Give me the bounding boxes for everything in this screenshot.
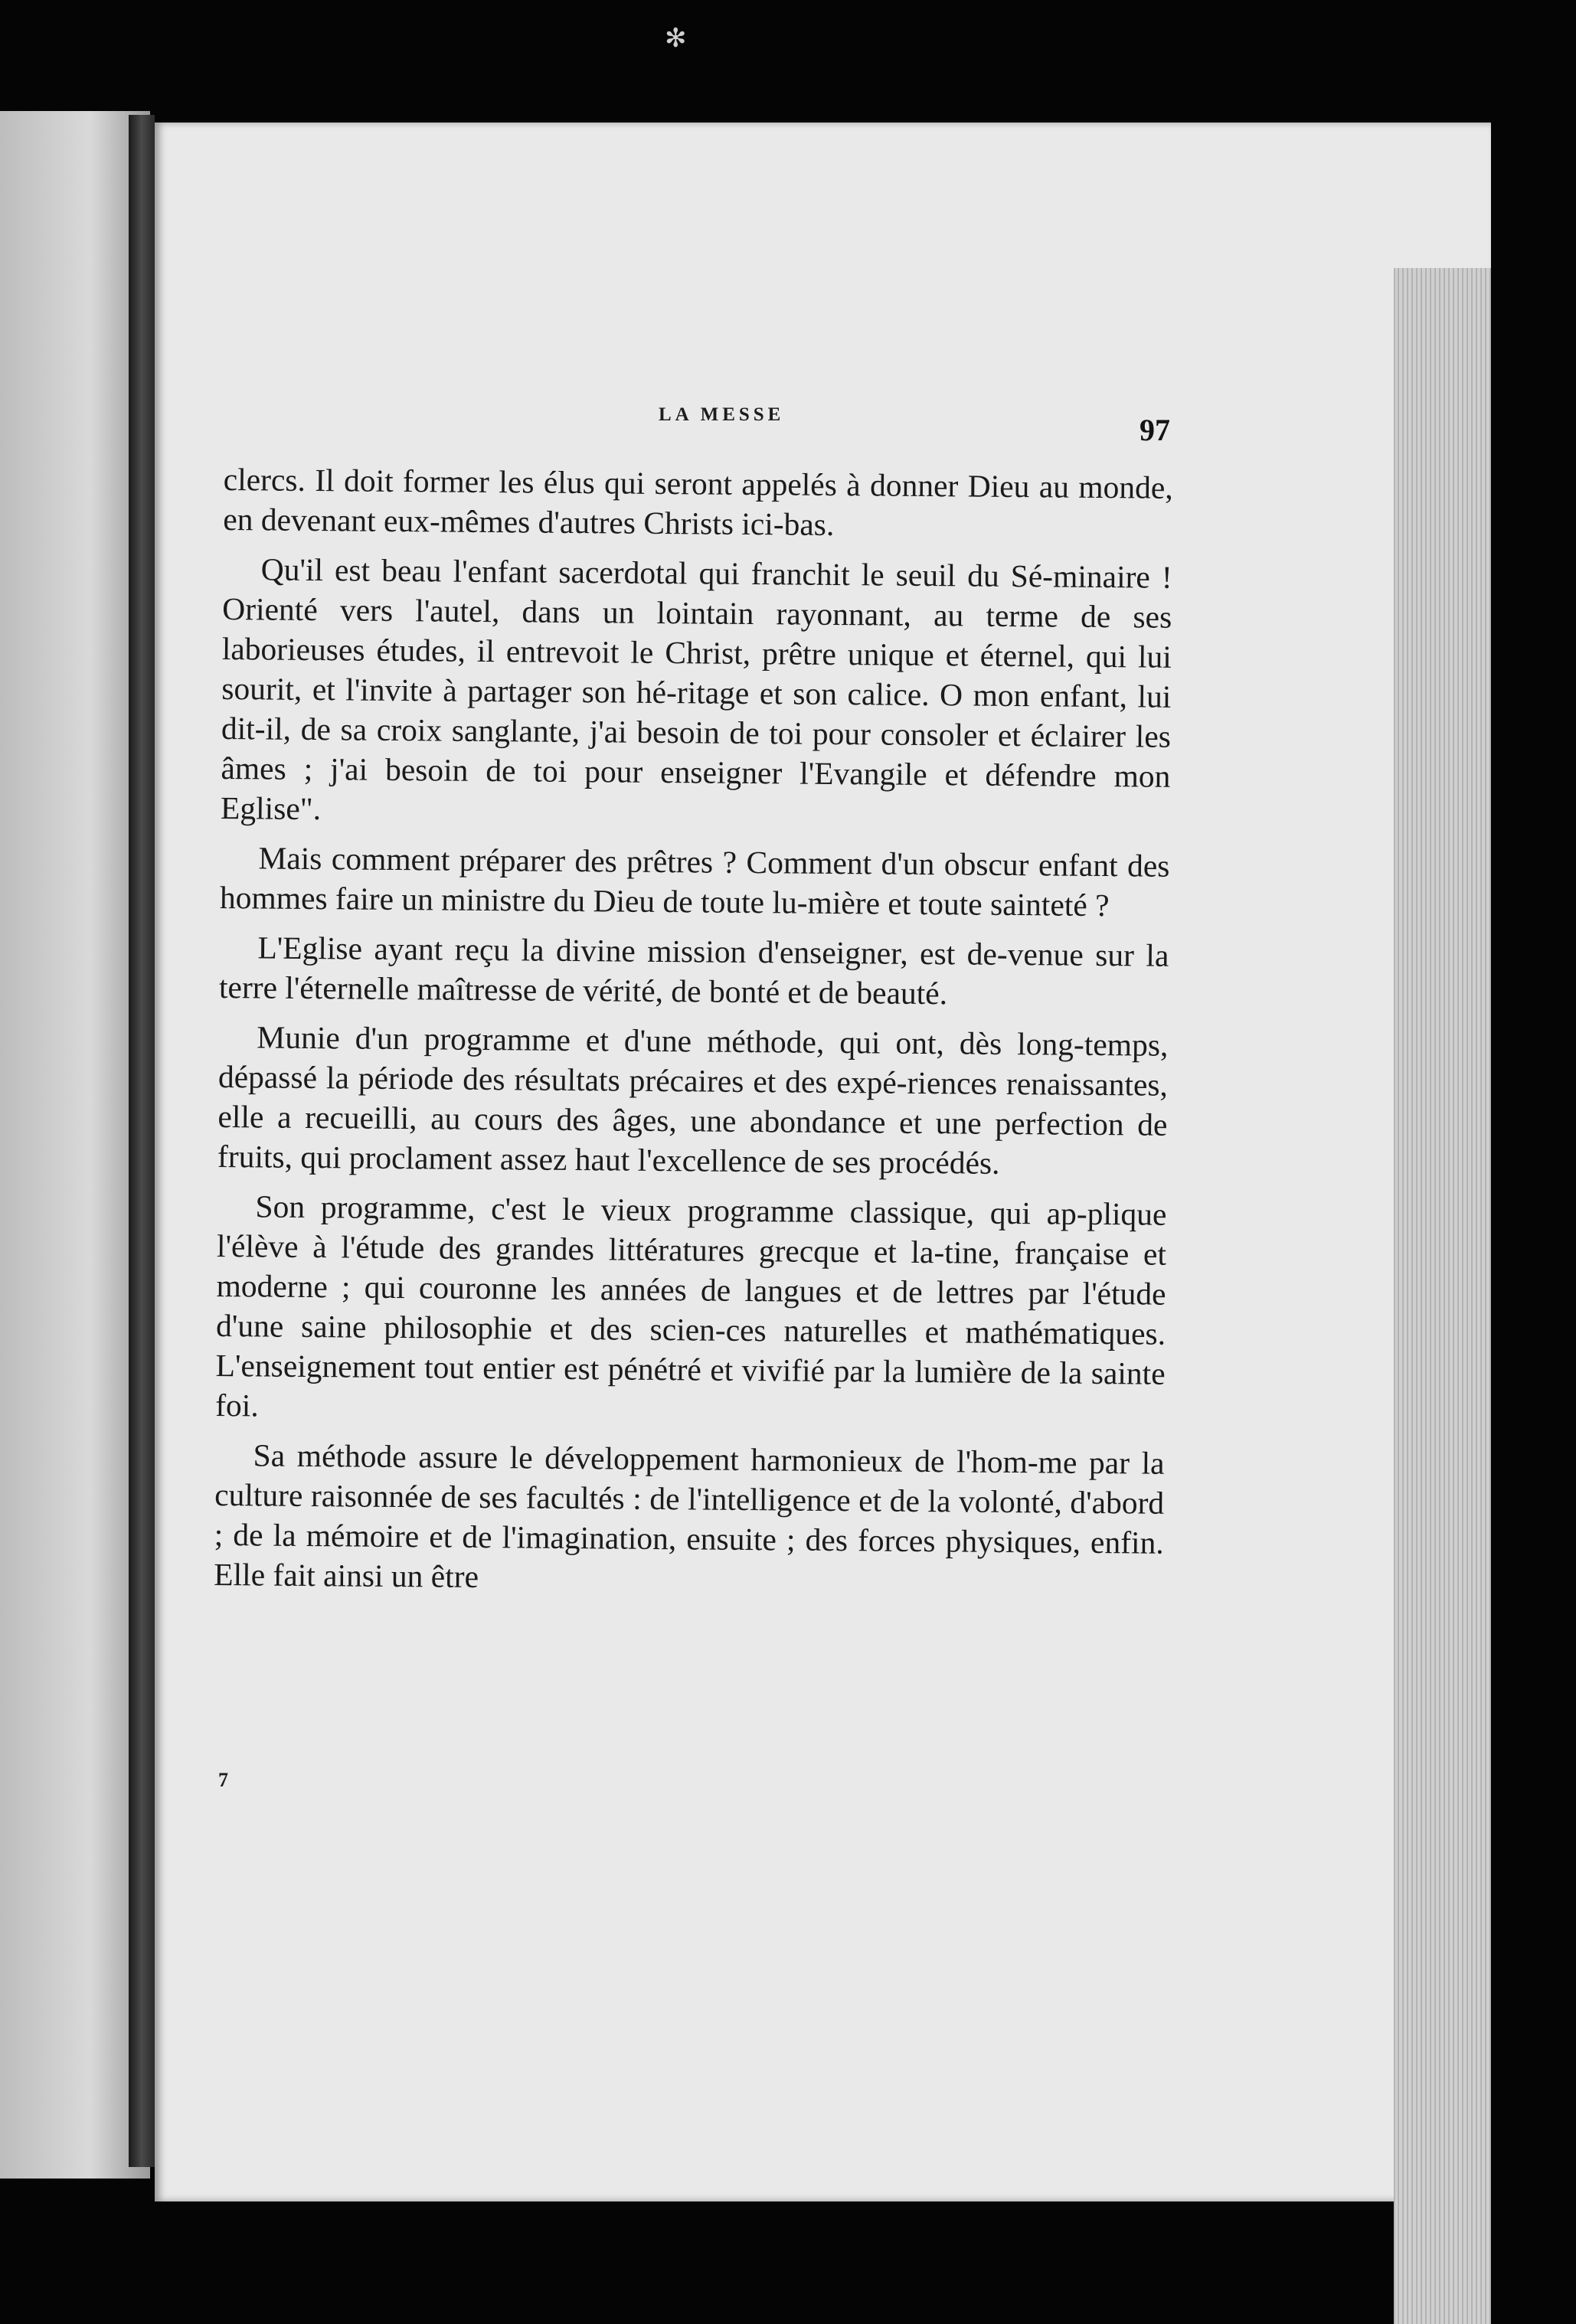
body-text <box>214 459 1173 1613</box>
paragraph: L'Eglise ayant reçu la divine mission d'enseigner, est de-venue sur la terre l'éternelle maîtresse de vérité, de bonté et de beauté. <box>218 930 1169 1012</box>
paragraph: Qu'il est beau l'enfant sacerdotal qui franchit le seuil du Sé-minaire ! Orienté vers l'autel, dans un lointain rayonnant, au terme de ses laborieuses études, il entrevoit le Christ, prêtre unique et éternel, qui lui sourit, et l'invite à partager son hé-ritage et son calice. O mon enfant, lui dit-il, de sa croix sanglante, j'ai besoin de toi pour consoler et éclairer les âmes ; j'ai besoin de toi pour enseigner l'Evangile et défendre mon Eglise". <box>220 551 1172 827</box>
facing-page-edge <box>0 111 150 2179</box>
running-head: LA MESSE <box>659 404 785 425</box>
paragraph: Sa méthode assure le développement harmonieux de l'hom-me par la culture raisonnée de ses facultés : de l'intelligence et de la volonté, d'abord ; de la mémoire et de l'imagination, ensuite ; des forces physiques, enfin. Elle fait ainsi un être <box>214 1437 1165 1594</box>
scan-speck: ✻ <box>665 23 687 54</box>
paragraph: Munie d'un programme et d'une méthode, qui ont, dès long-temps, dépassé la période des résultats précaires et des expé-riences renaissantes, elle a recueilli, au cours des âges, une abondance et une perfection de fruits, qui proclament assez haut l'excellence de ses procédés. <box>217 1019 1169 1181</box>
book-gutter <box>129 115 155 2167</box>
signature-mark: 7 <box>218 1769 228 1791</box>
page-number: 97 <box>1139 413 1170 447</box>
paragraph: Son programme, c'est le vieux programme classique, qui ap-plique l'élève à l'étude des grandes littératures grecque et la-tine, française et moderne ; qui couronne les années de langues et de lettres par l'étude d'une saine philosophie et des scien-ces naturelles et mathématiques. L'enseignement tout entier est pénétré et vivifié par la lumière de la sainte foi. <box>215 1188 1167 1423</box>
page-stack-edge <box>1394 268 1491 2324</box>
paragraph: clercs. Il doit former les élus qui seront appelés à donner Dieu au monde, en devenant eux-mêmes d'autres Christs ici-bas. <box>223 461 1173 542</box>
paragraph: Mais comment préparer des prêtres ? Comment d'un obscur enfant des hommes faire un ministre du Dieu de toute lu-mière et toute sainteté ? <box>219 840 1170 923</box>
